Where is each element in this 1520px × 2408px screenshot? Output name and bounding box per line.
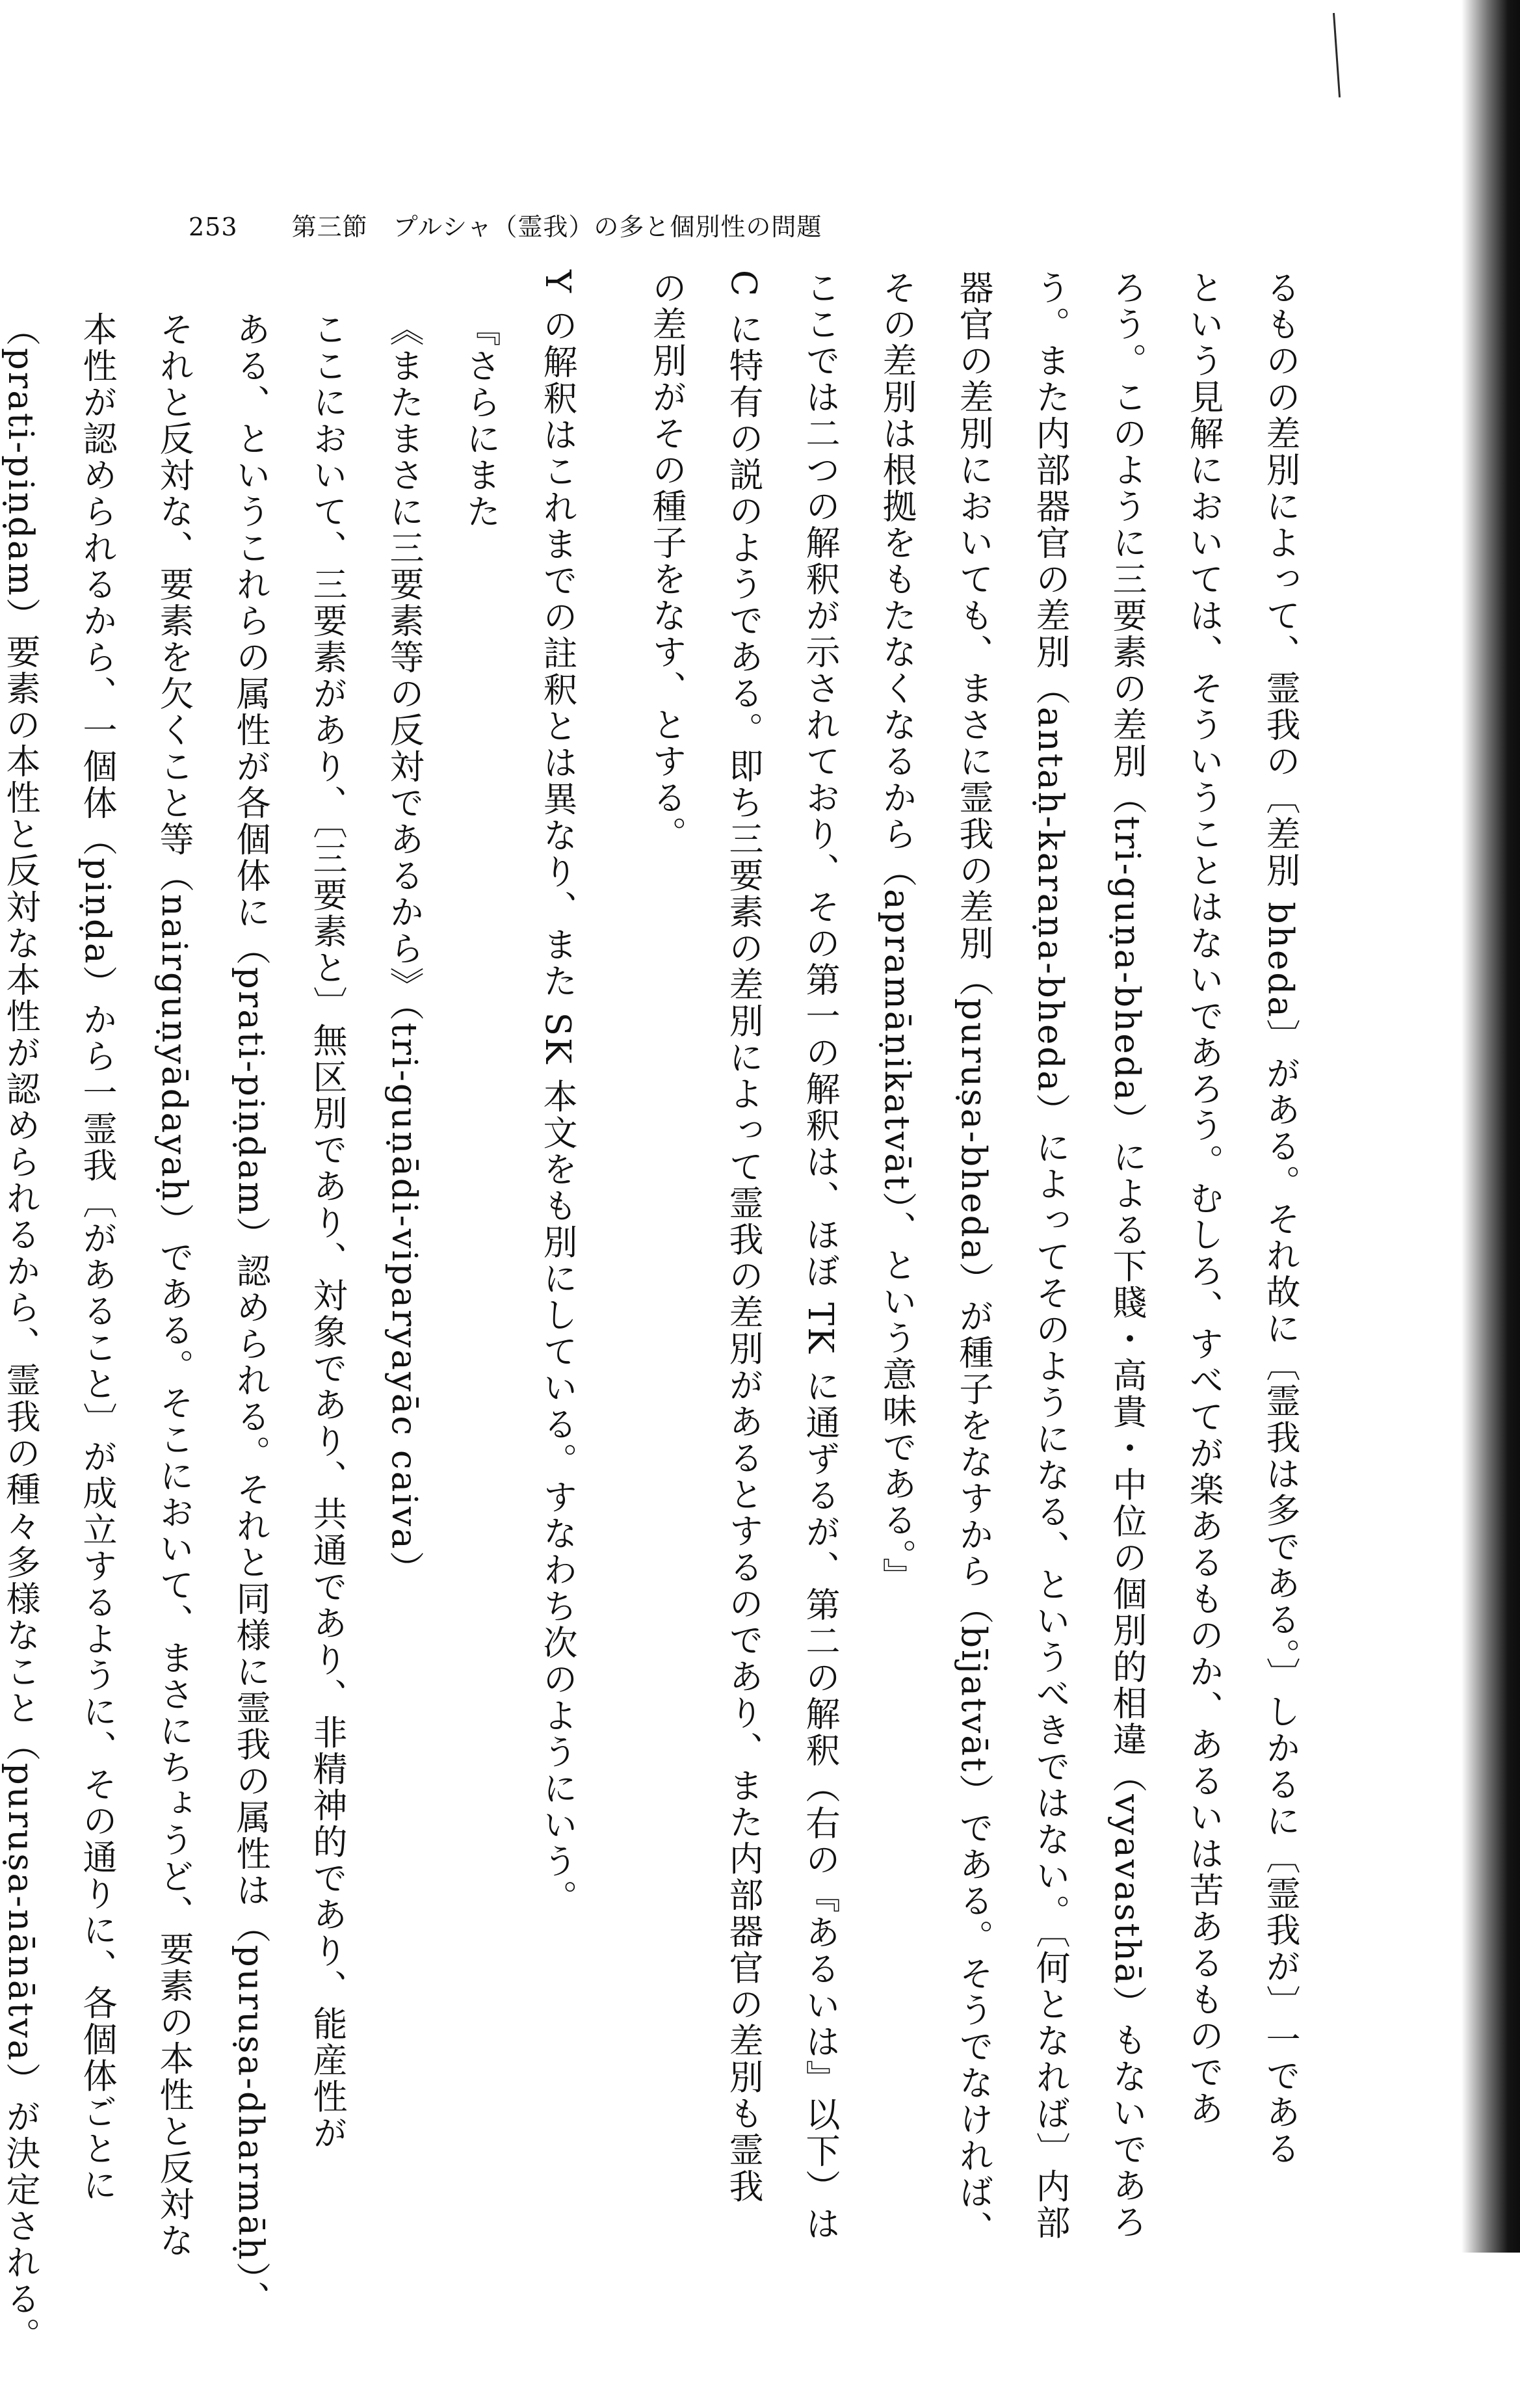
quoted-verse: 《またまさに三要素等の反対であるから》（tri-guṇādi-viparyayāc caiva） bbox=[384, 311, 424, 1587]
section-title: 第三節 プルシャ（霊我）の多と個別性の問題 bbox=[291, 213, 822, 241]
quote-opening: 『さらにまた bbox=[461, 311, 501, 530]
text-column: Y の解釈はこれまでの註釈とは異なり、また SK 本文をも別にしている。すなわち次のようにいう。 bbox=[538, 270, 577, 1916]
text-column: ここでは二つの解釈が示されており、その第一の解釈は、ほぼ TK に通ずるが、第二の解釈（右の『あるいは』以下）は bbox=[800, 270, 840, 2242]
text-column: （prati-piṇḍam）要素の本性と反対な本性が認められるから、霊我の種々多様なこと（puruṣa-nānātva）が決定される。 bbox=[1, 311, 40, 2353]
text-column: それと反対な、要素を欠くこと等（nairguṇyādayaḥ）である。そこにおいて、まさにちょうど、要素の本性と反対な bbox=[154, 311, 194, 2259]
text-column: るものの差別によって、霊我の〔差別 bheda〕がある。それ故に〔霊我は多である。〕しかるに〔霊我が〕一である bbox=[1261, 270, 1300, 2167]
text-column: の差別がその種子をなす、とする。 bbox=[647, 270, 687, 853]
text-column: ここにおいて、三要素があり、〔三要素と〕無区別であり、対象であり、共通であり、非精神的であり、能産性が bbox=[308, 311, 347, 2152]
text-column: その差別は根拠をもたなくなるから（apramāṇikatvāt）、という意味である。』 bbox=[877, 270, 917, 1594]
text-column: 器官の差別においても、まさに霊我の差別（puruṣa-bheda）が種子をなすから（bījatvāt）である。そうでなければ、 bbox=[954, 270, 993, 2247]
scan-edge-line bbox=[1333, 13, 1341, 98]
page-number: 253 bbox=[189, 213, 238, 241]
running-header bbox=[189, 207, 822, 243]
vertical-text-body bbox=[0, 270, 1318, 2353]
scan-edge-shadow bbox=[1461, 0, 1520, 2253]
text-column: 本性が認められるから、一個体（piṇḍa）から一霊我〔があること〕が成立するように、その通りに、各個体ごとに bbox=[77, 311, 117, 2204]
text-column: ろう。このように三要素の差別（tri-guṇa-bheda）による下賤・高貴・中位の個別的相違（vyavasthā）もないであろ bbox=[1107, 270, 1147, 2241]
text-column: う。また内部器官の差別（antaḥ-karaṇa-bheda）によってそのようになる、というべきではない。〔何となれば〕内部 bbox=[1030, 270, 1070, 2242]
text-column: という見解においては、そういうことはないであろう。むしろ、すべてが楽あるものか、あるいは苦あるものであ bbox=[1184, 270, 1224, 2127]
text-column: C に特有の説のようである。即ち三要素の差別によって霊我の差別があるとするのであり、また内部器官の差別も霊我 bbox=[724, 270, 763, 2205]
text-column: ある、というこれらの属性が各個体に（prati-piṇḍam）認められる。それと同様に霊我の属性は（puruṣa-dharmāḥ）、 bbox=[231, 311, 270, 2318]
